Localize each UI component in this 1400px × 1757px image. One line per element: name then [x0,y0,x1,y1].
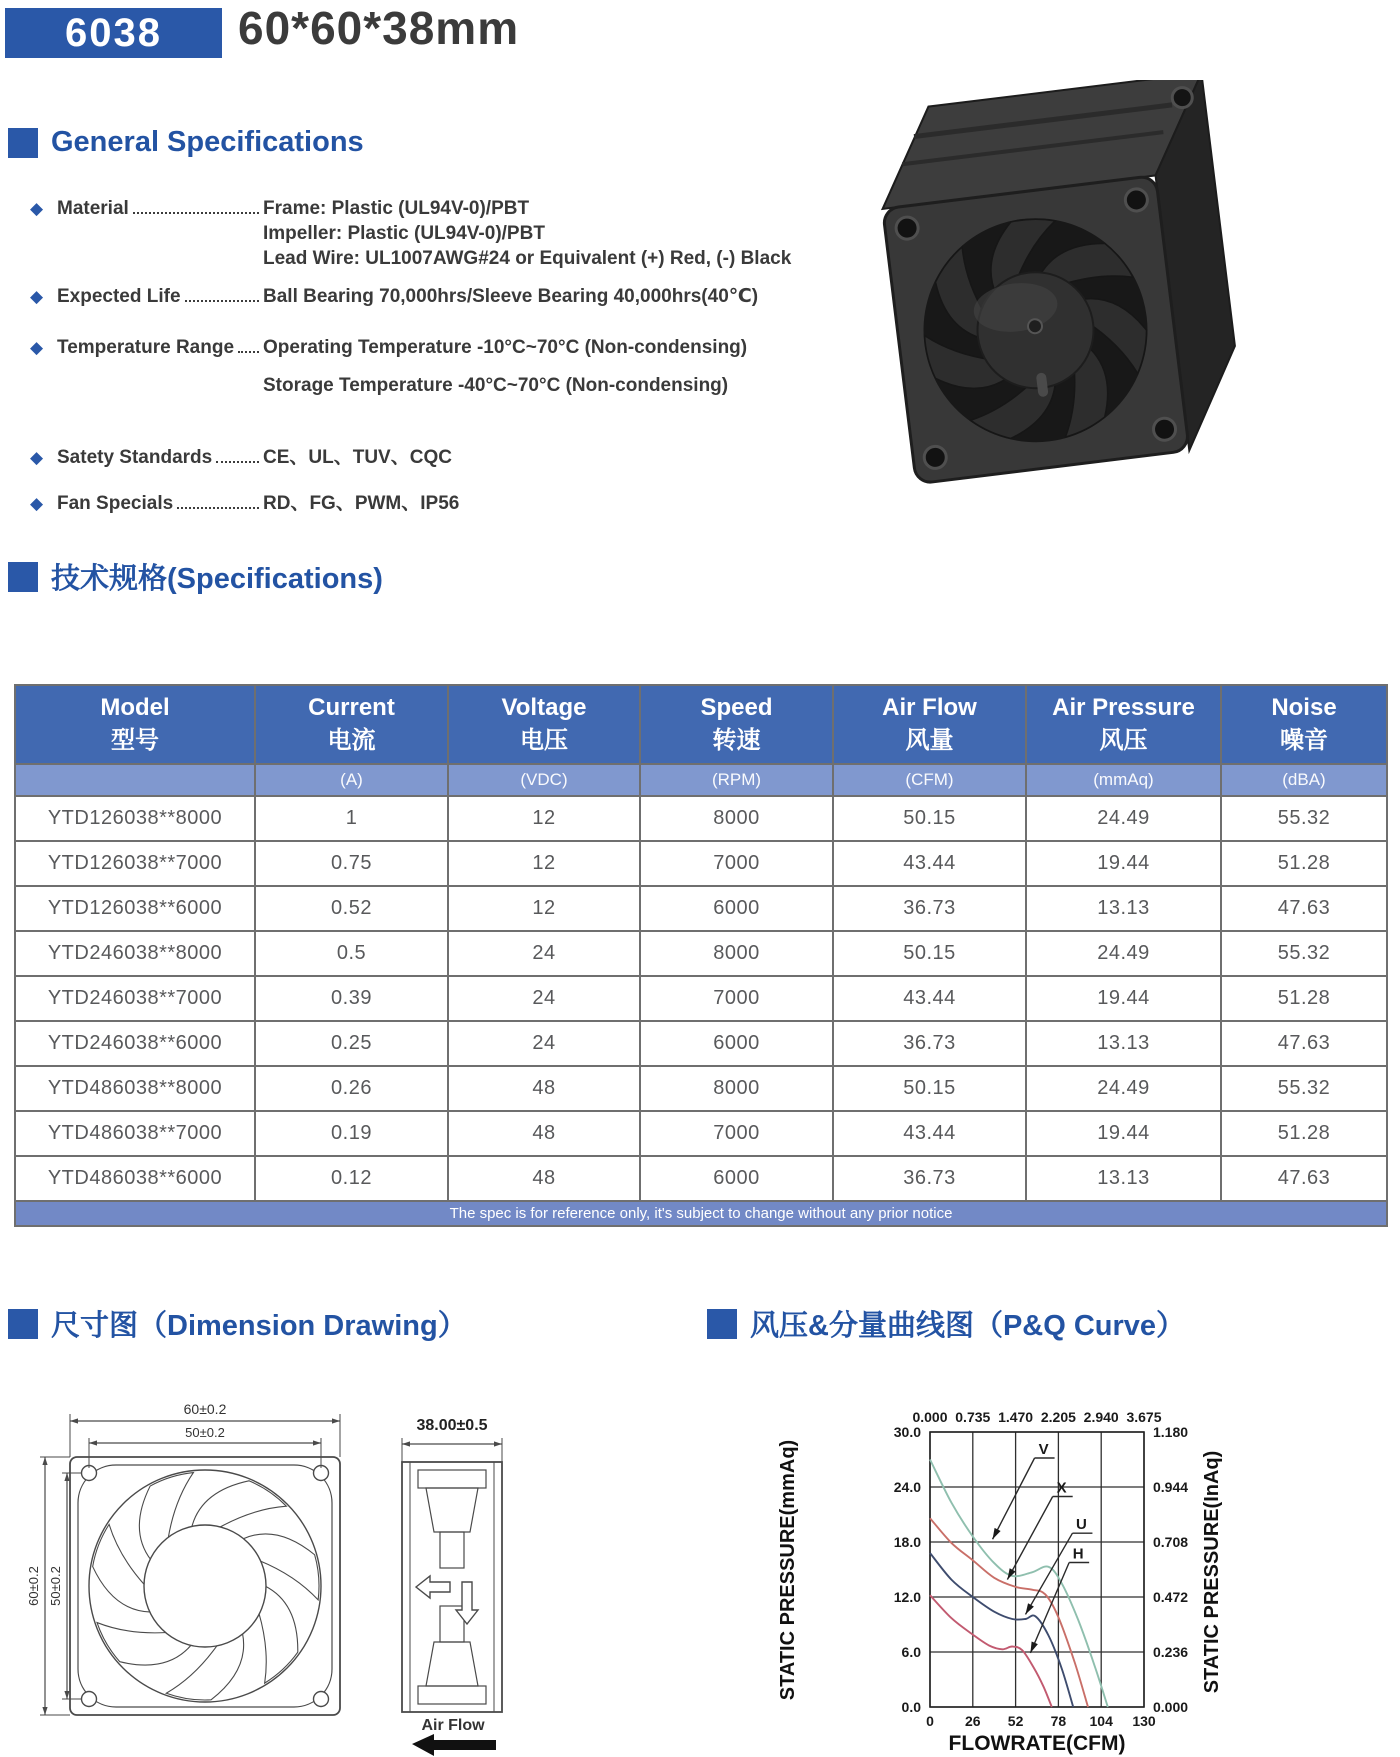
x-tick-top: 2.940 [1083,1409,1119,1425]
table-cell: 50.15 [833,1066,1026,1111]
table-row [15,796,1387,841]
spec-item-temperature-range [30,335,860,411]
table-units-row [15,764,1387,796]
x-tick-top: 0.000 [912,1409,948,1425]
spec-value: RD、FG、PWM、IP56 [263,493,460,514]
arrowhead [70,1418,78,1423]
curve-U [930,1553,1073,1707]
fan-body [871,80,1247,484]
table-cell: 47.63 [1221,886,1387,931]
table-cell: YTD126038**6000 [15,886,255,931]
y-axis-title-left: STATIC PRESSURE(mmAq) [777,1439,799,1701]
side-hub-taper-top [426,1488,478,1532]
curve-H [930,1595,1052,1707]
spec-item-fan-specials [30,491,860,516]
table-cell: 51.28 [1221,841,1387,886]
section-general-specifications [8,126,364,159]
spec-value: Storage Temperature -40°C~70°C (Non-condensing) [263,375,729,396]
spec-label: Satety Standards [57,447,213,468]
mount-hole [1171,86,1193,108]
spec-label: Expected Life [57,286,181,307]
dotted-leader [216,445,259,463]
table-cell: YTD486038**7000 [15,1111,255,1156]
model-code-badge [5,8,222,58]
y-tick-right: 0.944 [1153,1479,1189,1495]
spec-item-material [30,196,860,271]
section-marker-icon [8,1309,38,1339]
column-header-speed: Speed 转速 [640,685,833,764]
table-cell: 55.32 [1221,1066,1387,1111]
y-tick-right: 1.180 [1153,1424,1189,1440]
table-cell: 13.13 [1026,886,1221,931]
x-tick-top: 3.675 [1126,1409,1162,1425]
fan-product-image [865,80,1265,490]
arrowhead [494,1441,502,1446]
spec-label: Fan Specials [57,493,174,514]
table-cell: 47.63 [1221,1156,1387,1201]
mount-hole [895,216,920,241]
column-unit: (mmAq) [1026,764,1221,796]
spec-value: CE、UL、TUV、CQC [263,447,452,468]
section-specifications [8,556,383,597]
side-hub-top [418,1470,486,1488]
table-cell: 36.73 [833,1156,1026,1201]
table-cell: 7000 [640,976,833,1021]
x-axis-title: FLOWRATE(CFM) [948,1732,1126,1755]
column-unit [15,764,255,796]
table-cell: 36.73 [833,886,1026,931]
column-header-air-flow: Air Flow 风量 [833,685,1026,764]
table-cell: YTD486038**6000 [15,1156,255,1201]
column-unit: (A) [255,764,448,796]
diamond-bullet-icon: ◆ [30,448,44,467]
arrowhead [1025,1603,1033,1614]
spec-label: Material [57,198,129,219]
arrowhead [313,1440,321,1445]
table-cell: YTD126038**8000 [15,796,255,841]
table-cell: 24.49 [1026,1066,1221,1111]
x-tick-top: 0.735 [955,1409,991,1425]
table-row [15,976,1387,1021]
y-tick-left: 24.0 [893,1479,921,1495]
spec-value: Impeller: Plastic (UL94V-0)/PBT [263,223,545,244]
y-tick-right: 0.236 [1153,1644,1189,1660]
spec-table [14,684,1388,1227]
x-tick-bottom: 104 [1089,1713,1113,1729]
section-pq-curve [707,1303,1185,1344]
y-tick-left: 0.0 [901,1699,921,1715]
y-axis-title-right: STATIC PRESSURE(InAq) [1201,1450,1223,1694]
table-cell: 0.12 [255,1156,448,1201]
dotted-leader [177,491,259,509]
table-cell: 50.15 [833,796,1026,841]
section-title: 技术规格(Specifications) [51,563,383,595]
spec-item-satety-standards [30,445,860,470]
table-cell: 24.49 [1026,931,1221,976]
section-marker-icon [707,1309,737,1339]
mount-hole [1124,188,1149,213]
table-cell: 43.44 [833,1111,1026,1156]
spec-value: Operating Temperature -10°C~70°C (Non-condensing) [263,337,748,358]
diamond-bullet-icon: ◆ [30,338,44,357]
table-cell: 55.32 [1221,796,1387,841]
table-cell: 48 [448,1156,640,1201]
spec-value: Frame: Plastic (UL94V-0)/PBT [263,198,530,219]
diamond-bullet-icon: ◆ [30,287,44,306]
y-tick-left: 18.0 [893,1534,921,1550]
arrowhead [993,1528,1001,1539]
airflow-direction-icon [456,1582,478,1624]
section-marker-icon [8,562,38,592]
rotation-arrow-icon [416,1576,450,1598]
spec-item-expected-life [30,284,860,309]
table-row [15,931,1387,976]
hub-circle [144,1525,266,1647]
section-title: 风压&分量曲线图（P&Q Curve） [750,1310,1186,1342]
x-tick-bottom: 130 [1132,1713,1156,1729]
table-cell: YTD486038**8000 [15,1066,255,1111]
side-hub-taper-bottom [426,1642,478,1686]
pq-curve-chart [760,1360,1240,1757]
section-dimension-drawing [8,1303,467,1344]
diamond-bullet-icon: ◆ [30,494,44,513]
spec-label: Temperature Range [57,337,235,358]
table-cell: 6000 [640,1156,833,1201]
curve-label-X: X [1056,1479,1067,1497]
fan-size-title: 60*60*38mm [238,2,520,54]
table-cell: 0.26 [255,1066,448,1111]
column-unit: (RPM) [640,764,833,796]
table-cell: 51.28 [1221,976,1387,1021]
section-title: General Specifications [51,126,364,158]
table-row [15,841,1387,886]
x-tick-bottom: 78 [1050,1713,1067,1729]
table-cell: 19.44 [1026,1111,1221,1156]
curve-V [930,1460,1108,1708]
table-cell: 12 [448,796,640,841]
column-unit: (dBA) [1221,764,1387,796]
table-row [15,1111,1387,1156]
spec-table-container [14,684,1386,1227]
table-cell: 0.75 [255,841,448,886]
dimension-drawing [20,1380,540,1757]
table-cell: YTD246038**8000 [15,931,255,976]
arrowhead [332,1418,340,1423]
arrowhead [89,1440,97,1445]
mount-hole-outline [314,1692,329,1707]
table-cell: 43.44 [833,976,1026,1021]
section-title: 尺寸图（Dimension Drawing） [51,1310,467,1342]
table-cell: YTD126038**7000 [15,841,255,886]
table-cell: 50.15 [833,931,1026,976]
table-row [15,1021,1387,1066]
side-hub-bottom [418,1686,486,1704]
table-cell: 12 [448,886,640,931]
table-cell: 1 [255,796,448,841]
side-shaft-top [440,1532,464,1568]
dim-width-label: 60±0.2 [183,1401,227,1417]
y-tick-left: 12.0 [893,1589,921,1605]
table-row [15,1156,1387,1201]
arrowhead [42,1457,47,1465]
curve-label-U: U [1076,1516,1087,1534]
table-cell: 24 [448,931,640,976]
model-code: 6038 [65,10,162,55]
dim-inner-width-label: 50±0.2 [185,1425,225,1440]
mount-hole-outline [82,1692,97,1707]
table-cell: 55.32 [1221,931,1387,976]
x-tick-bottom: 0 [926,1713,934,1729]
table-cell: 43.44 [833,841,1026,886]
diamond-bullet-icon: ◆ [30,199,44,218]
x-tick-bottom: 26 [965,1713,981,1729]
column-header-current: Current 电流 [255,685,448,764]
dotted-leader [238,335,259,353]
curve-label-H: H [1072,1545,1084,1563]
table-cell: 8000 [640,931,833,976]
table-cell: 13.13 [1026,1156,1221,1201]
table-cell: YTD246038**7000 [15,976,255,1021]
dotted-leader [133,196,259,214]
mount-hole [923,445,948,470]
table-cell: 24.49 [1026,796,1221,841]
hub-center [1027,318,1043,334]
column-header-voltage: Voltage 电压 [448,685,640,764]
table-cell: 19.44 [1026,841,1221,886]
table-footnote-row [15,1201,1387,1226]
x-tick-top: 1.470 [998,1409,1034,1425]
x-tick-bottom: 52 [1007,1713,1024,1729]
table-cell: 47.63 [1221,1021,1387,1066]
column-header-noise: Noise 噪音 [1221,685,1387,764]
general-specs-list [30,196,860,516]
y-tick-right: 0.708 [1153,1534,1189,1550]
table-cell: 51.28 [1221,1111,1387,1156]
dim-depth-label: 38.00±0.5 [416,1417,488,1434]
table-cell: 12 [448,841,640,886]
table-cell: 6000 [640,1021,833,1066]
table-cell: 24 [448,1021,640,1066]
table-row [15,1066,1387,1111]
y-tick-left: 6.0 [901,1644,921,1660]
table-cell: 48 [448,1066,640,1111]
table-cell: 8000 [640,1066,833,1111]
table-header-row [15,685,1387,764]
table-cell: 0.5 [255,931,448,976]
column-header-model: Model 型号 [15,685,255,764]
table-footnote: The spec is for reference only, it's subject to change without any prior notice [15,1201,1387,1226]
arrowhead [64,1473,69,1481]
column-header-air-pressure: Air Pressure 风压 [1026,685,1221,764]
table-cell: 6000 [640,886,833,931]
table-cell: 0.52 [255,886,448,931]
y-tick-right: 0.000 [1153,1699,1189,1715]
section-marker-icon [8,128,38,158]
x-tick-top: 2.205 [1040,1409,1076,1425]
table-cell: 19.44 [1026,976,1221,1021]
table-cell: 0.25 [255,1021,448,1066]
arrowhead [1007,1568,1015,1579]
curve-label-V: V [1038,1441,1049,1458]
dotted-leader [185,284,259,302]
dim-height-label: 60±0.2 [26,1566,41,1606]
air-flow-arrow-icon [412,1734,496,1756]
table-cell: 0.39 [255,976,448,1021]
y-tick-right: 0.472 [1153,1589,1189,1605]
table-cell: 13.13 [1026,1021,1221,1066]
air-flow-label: Air Flow [421,1717,485,1734]
table-cell: 48 [448,1111,640,1156]
table-cell: 36.73 [833,1021,1026,1066]
column-unit: (CFM) [833,764,1026,796]
y-tick-left: 30.0 [893,1424,921,1440]
arrowhead [42,1707,47,1715]
table-cell: 7000 [640,841,833,886]
table-cell: 0.19 [255,1111,448,1156]
spec-value: Ball Bearing 70,000hrs/Sleeve Bearing 40,000hrs(40℃) [263,286,759,307]
blade-outline [192,1481,287,1528]
table-cell: 24 [448,976,640,1021]
table-row [15,886,1387,931]
arrowhead [402,1441,410,1446]
mount-hole [1152,417,1177,442]
column-unit: (VDC) [448,764,640,796]
dim-inner-height-label: 50±0.2 [48,1566,63,1606]
table-cell: 7000 [640,1111,833,1156]
arrowhead [64,1691,69,1699]
table-cell: YTD246038**6000 [15,1021,255,1066]
spec-value: Lead Wire: UL1007AWG#24 or Equivalent (+) Red, (-) Black [263,248,792,269]
arrowhead [1030,1641,1037,1652]
table-cell: 8000 [640,796,833,841]
